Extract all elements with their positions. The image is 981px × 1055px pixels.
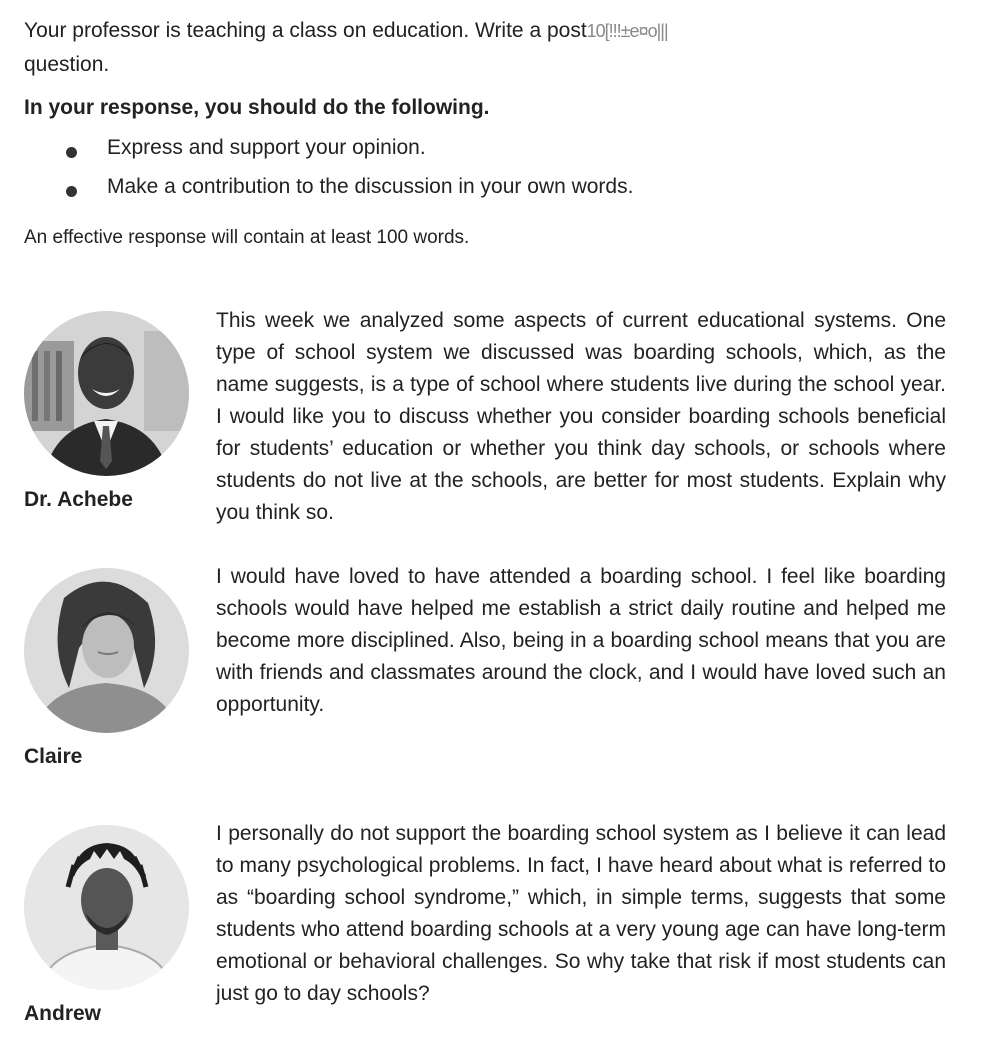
avatar [24, 825, 189, 990]
bullet-text: Make a contribution to the discussion in your own words. [107, 175, 634, 198]
prompt-intro [24, 14, 964, 81]
post-text: I would have loved to have attended a boarding school. I feel like boarding schools would have helped me establish a strict daily routine and helped me become more disciplined. Also, being in a boarding school means that you are with friends and classmates around the clock, and I would have loved such an opportunity. [216, 565, 946, 716]
bullet-icon [66, 147, 77, 158]
professor-portrait-icon [24, 311, 189, 476]
avatar [24, 568, 189, 733]
author-name: Dr. Achebe [24, 488, 133, 511]
post-text: I personally do not support the boarding school system as I believe it can lead to many psychological problems. In fact, I have heard about what is referred to as “boarding school syndrome,” which, in simple terms, suggests that some students who attend boarding schools at a very young age can have long-term emotional or behavioral challenges. So why take that risk if most students can just go to day schools? [216, 822, 946, 1005]
prompt-intro-text: Your professor is teaching a class on education. Write a post [24, 19, 587, 42]
bullet-icon [66, 186, 77, 197]
post-text: This week we analyzed some aspects of current educational systems. One type of school system we discussed was boarding schools, which, as the name suggests, is a type of school where students live during the school year. I would like you to discuss whether you consider boarding schools beneficial for students’ education or whether you think day schools, or schools where students do not live at the schools, are better for most students. Explain why you think so. [216, 309, 946, 524]
bullet-text: Express and support your opinion. [107, 136, 426, 159]
avatar [24, 311, 189, 476]
instructions-list [0, 136, 900, 214]
author-name: Claire [24, 745, 83, 768]
instructions-heading: In your response, you should do the following. [24, 96, 490, 119]
student-portrait-icon [24, 825, 189, 990]
list-item [0, 175, 900, 214]
author-name: Andrew [24, 1002, 102, 1025]
prompt-intro-line2: question. [24, 53, 110, 76]
student-portrait-icon [24, 568, 189, 733]
list-item [0, 136, 900, 175]
prompt-intro-garbled: 10[!!!±e¤o||| [586, 21, 668, 41]
word-requirement: An effective response will contain at least 100 words. [24, 227, 470, 248]
